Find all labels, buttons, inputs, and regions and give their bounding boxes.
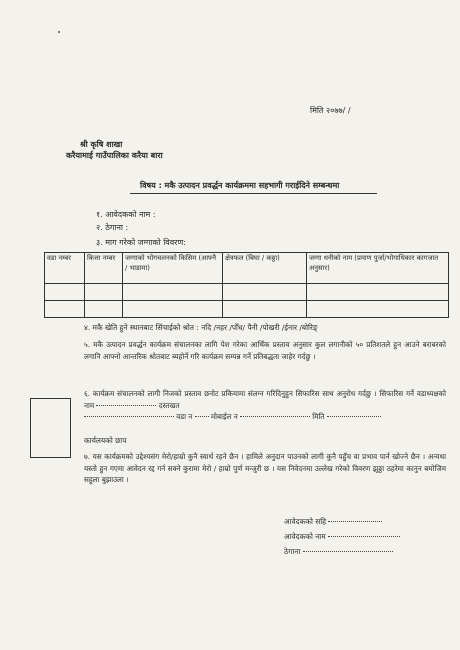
declaration-item: ७. यस कार्यक्रमको उद्देश्यसंग मेरो/हाम्रो कुनै स्वार्थ रहने छैन । हामिले अनुदान पाउनको लागी कुनै पहुँच वा प्रभाव पार्न खोज्ने छैन । अन्यथा यस्तो हुन गएमा आवेदन रद्द गर्न सक्ने कुरामा मेरो / हाम्रो पुर्ण मन्जुरी छ । यस निवेदनमा उल्लेख गरेको विवरण झुठ्ठा ठहरेमा कानुन बमोजिम सहुला बुझाउला । xyxy=(84,452,446,484)
recipient-office: श्री कृषि शाखा xyxy=(80,140,123,149)
photo-box xyxy=(30,398,71,458)
applicant-name-blank xyxy=(328,536,400,537)
mobile-blank xyxy=(240,416,310,417)
recommendation-text: ६. कार्यक्रम संचालनको लागी निजको प्रस्ताव छनोट प्रकियामा संलग्न गरिदिनुहुन सिफारिस साथ अनुरोध गर्दछु । सिफारिस गर्ने वडाध्यक्षको नाम xyxy=(84,389,446,410)
address-field: २. ठेगाना : xyxy=(96,223,129,232)
commitment-item: ५. मकै उत्पादन प्रवर्द्धन कार्यक्रम संचालनका लागि पेश गरेका आर्थिक प्रस्ताव अनुसार कुल लगानीको ५० प्रतिशतले हुन आउने बराबरको लगानि आफ्नो आन्तरिक श्रोतबाट ब्यहोर्ने गरि कार्यक्रम सम्पन्न गर्ने प्रतिबद्धता जाहेर गर्दछु । xyxy=(84,340,446,361)
table-row xyxy=(45,301,449,318)
applicant-name-row xyxy=(284,532,400,542)
scan-speck xyxy=(58,31,60,33)
ward-label: वडा न xyxy=(176,412,193,421)
land-details-table xyxy=(44,252,449,318)
signature-label: दस्तखत xyxy=(158,400,180,410)
recipient-address: करैयामाई गाउँपालिका करैया बारा xyxy=(66,151,163,160)
subject-underline xyxy=(130,193,377,194)
table-row xyxy=(45,284,449,301)
date-label: मिति xyxy=(312,412,325,421)
applicant-signature-label: आवेदकको सहि xyxy=(284,517,327,526)
land-details-heading: ३. माग गरेको जग्गाको विवरण: xyxy=(96,238,186,247)
subject-line: विषय : मकै उत्पादन प्रवर्द्धन कार्यक्रममा सहभागी गराईदिने सम्बन्धमा xyxy=(140,181,340,190)
date-blank xyxy=(327,416,381,417)
col-ward: वडा नम्बर xyxy=(45,253,85,284)
signature-blank xyxy=(84,416,174,417)
table-header-row xyxy=(45,253,449,284)
signature-row xyxy=(284,517,382,527)
col-tenure: जग्गाको भोगचलनको किसिम (आफ्नै / भाडामा) xyxy=(123,253,223,284)
ward-blank xyxy=(195,416,209,417)
irrigation-source-item: ४. मकै खेति हुने स्थानबाट सिंचाईको श्रोत : नदि /नहर /पोँध/ पैनी /पोखरी /ईनार /बोरिङ् xyxy=(84,323,318,332)
applicant-address-row xyxy=(284,547,393,557)
mobile-label: मोबाईल न xyxy=(210,412,238,421)
applicant-address-label: ठेगाना xyxy=(284,547,301,556)
applicant-name-label: आवेदकको नाम xyxy=(284,532,326,541)
date-line: मिति २०७७/ / xyxy=(310,106,351,115)
applicant-signature-blank xyxy=(328,521,382,522)
applicant-name-field: १. आवेदकको नाम : xyxy=(96,210,156,219)
col-plot: कित्ता नम्बर xyxy=(85,253,123,284)
applicant-address-blank xyxy=(303,551,393,552)
chair-name-blank xyxy=(96,405,156,406)
col-owner: जग्गा धनीको नाम (प्रमाण पुर्जा/भोगाधिकार कागजात अनुसार) xyxy=(307,253,449,284)
recommendation-item xyxy=(84,388,446,423)
office-stamp-label: कार्यलयको छाप xyxy=(84,436,127,445)
col-area: क्षेत्रफल (बिघा / कठ्ठा) xyxy=(223,253,307,284)
